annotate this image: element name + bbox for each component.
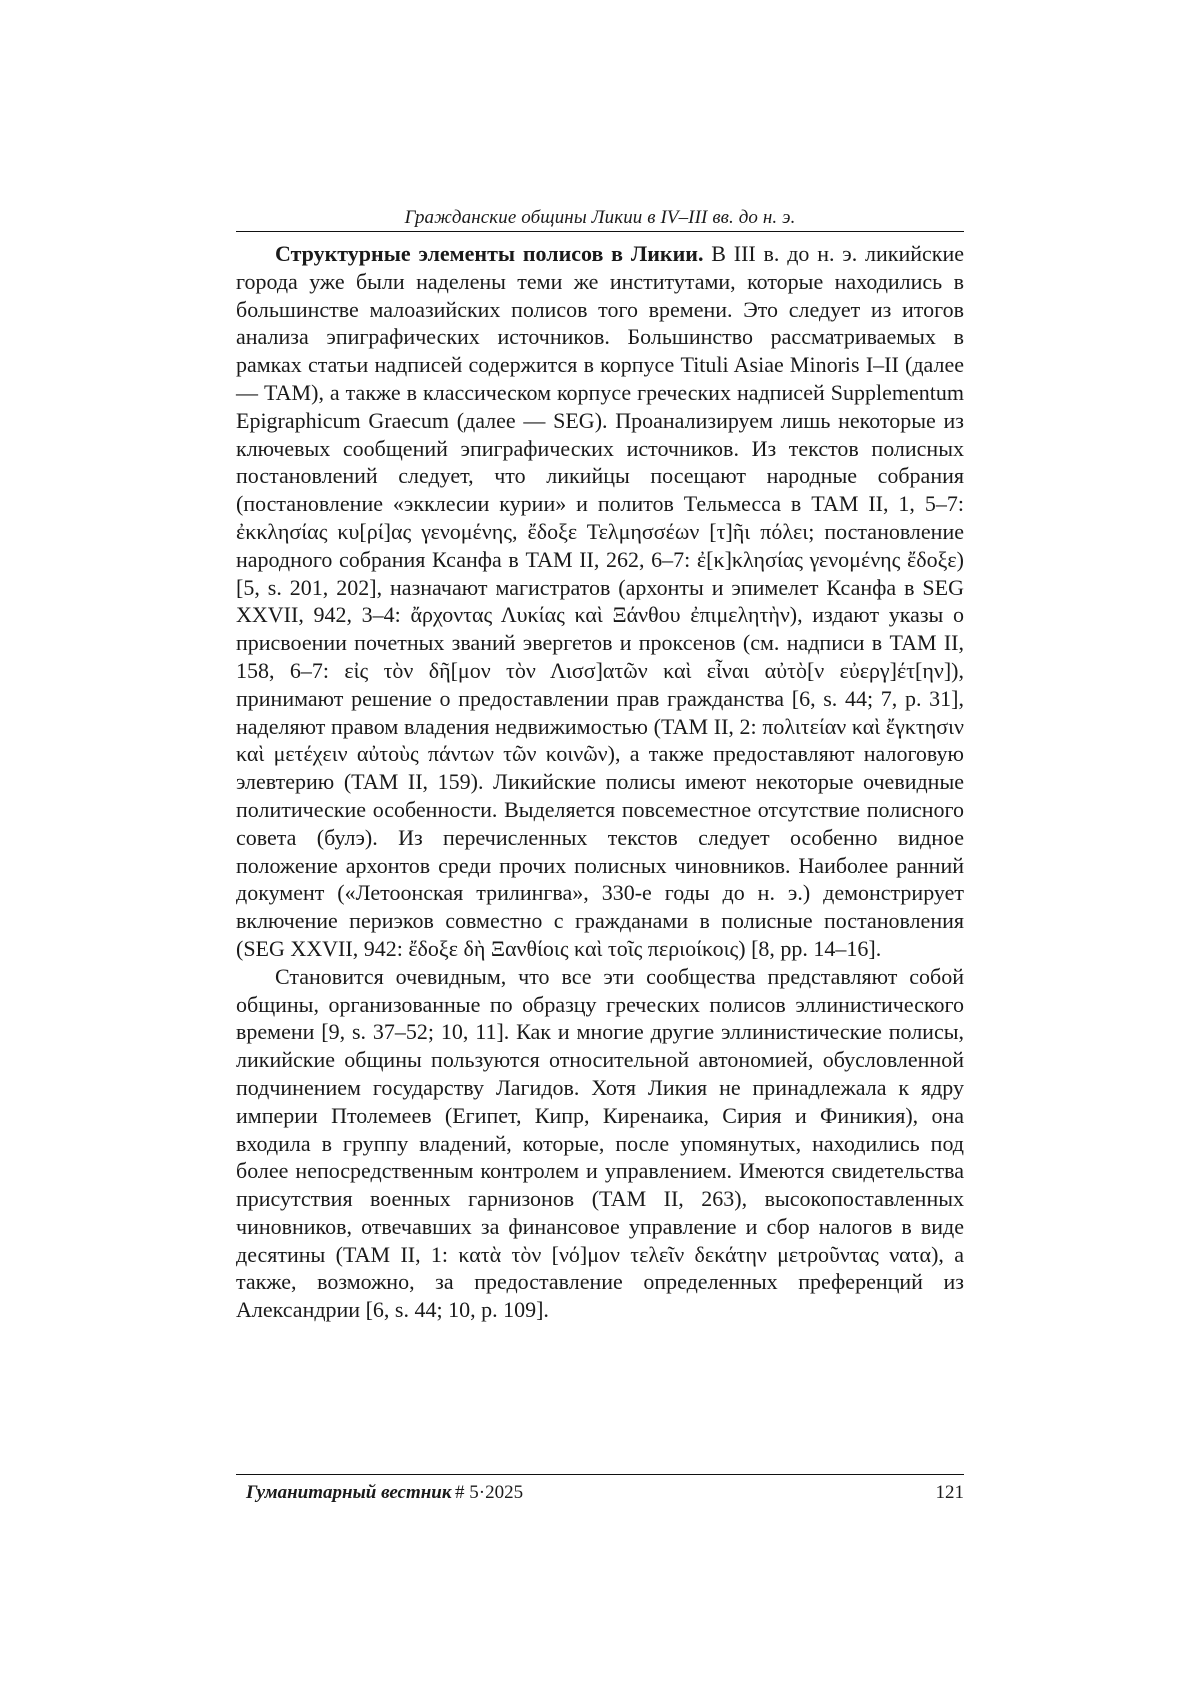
running-header: Гражданские общины Ликии в IV–III вв. до н. э. [404,207,796,228]
journal-title: Гуманитарный вестник [246,1482,452,1503]
footer-rule [236,1474,964,1475]
issue-number: # 5·2025 [455,1482,524,1503]
page-footer [236,1480,964,1506]
paragraph-2: Становится очевидным, что все эти сообщества представляют собой общины, организованные по образцу греческих полисов эллинистического времени [9, s. 37–52; 10, 11]. Как и многие другие эллинистические полисы, ликийские общины пользуются относительной автономией, обусловленной подчинением государству Лагидов. Хотя Ликия не принадлежала к ядру империи Птолемеев (Египет, Кипр, Киренаика, Сирия и Финикия), она входила в группу владений, которые, после упомянутых, находились под более непосредственным контролем и управлением. Имеются свидетельства присутствия военных гарнизонов (TAM II, 263), высокопоставленных чиновников, отвечавших за финансовое управление и сбор налогов в виде десятины (TAM II, 1: κατὰ τὸν [νό]μον τελεῖν δεκάτην μετροῦντας νατα), а также, возможно, за предоставление определенных преференций из Александрии [6, s. 44; 10, p. 109]. [236,963,964,1323]
article-body [236,240,964,1324]
header-rule [236,231,964,232]
section-heading: Структурные элементы полисов в Ликии. [275,241,704,266]
paragraph-1-text: В III в. до н. э. ликийские города уже были наделены теми же институтами, которые находились в большинстве малоазийских полисов того времени. Это следует из итогов анализа эпиграфических источников. Большинство рассматриваемых в рамках статьи надписей содержится в корпусе Tituli Asiae Minoris I–II (далее — TAM), а также в классическом корпусе греческих надписей Supplementum Epigraphicum Graecum (далее — SEG). Проанализируем лишь некоторые из ключевых сообщений эпиграфических источников. Из текстов полисных постановлений следует, что ликийцы посещают народные собрания (постановление «экклесии курии» и политов Тельмесса в TAM II, 1, 5–7: ἐκκλησίας κυ[ρί]ας γενομένης, ἔδοξε Τελμησσέων [τ]ῆι πόλει; постановление народного собрания Ксанфа в TAM II, 262, 6–7: ἐ[κ]κλησίας γενομένης ἔδοξε) [5, s. 201, 202], назначают магистратов (архонты и эпимелет Ксанфа в SEG XXVII, 942, 3–4: ἄρχοντας Λυκίας καὶ Ξάνθου ἐπιμελητὴν), издают указы о присвоении почетных званий эвергетов и проксенов (см. надписи в TAM II, 158, 6–7: εἰς τὸν δῆ[μον τὸν Λισσ]ατῶν καὶ εἶναι αὐτὸ[ν εὐεργ]έτ[ην]), принимают решение о предоставлении прав гражданства [6, s. 44; 7, p. 31], наделяют правом владения недвижимостью (TAM II, 2: πολιτείαν καὶ ἔγκτησιν καὶ μετέχειν αὐτοὺς πάντων τῶν κοινῶν), а также предоставляют налоговую элевтерию (TAM II, 159). Ликийские полисы имеют некоторые очевидные политические особенности. Выделяется повсеместное отсутствие полисного совета (булэ). Из перечисленных текстов следует особенно видное положение архонтов среди прочих полисных чиновников. Наиболее ранний документ («Летоонская трилингва», 330-е годы до н. э.) демонстрирует включение периэков совместно с гражданами в полисные постановления (SEG XXVII, 942: ἔδοξε δὴ Ξανθίοις καὶ τοῖς περιοίκοις) [8, pp. 14–16]. [236,241,964,961]
paragraph-1 [236,240,964,963]
page-number: 121 [935,1482,964,1503]
